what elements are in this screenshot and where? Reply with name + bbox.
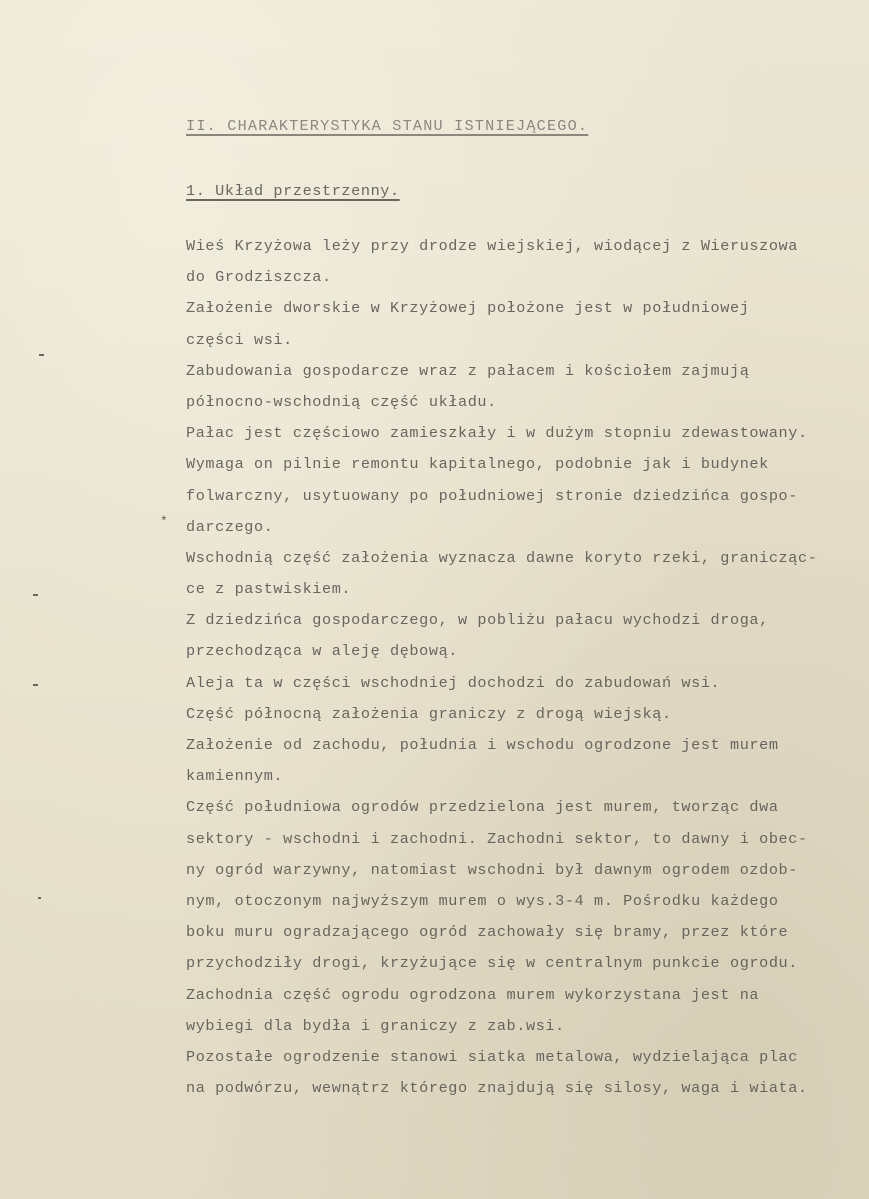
text-line: boku muru ogradzającego ogród zachowały się bramy, przez które <box>186 923 789 942</box>
text-line: przechodząca w aleję dębową. <box>186 642 458 661</box>
text-line: do Grodziszcza. <box>186 268 332 287</box>
margin-tick <box>33 684 38 686</box>
text-line: Pozostałe ogrodzenie stanowi siatka metalowa, wydzielająca plac <box>186 1047 798 1066</box>
body-text <box>186 231 862 1104</box>
text-line: Pałac jest częściowo zamieszkały i w dużym stopniu zdewastowany. <box>186 424 808 443</box>
text-line: przychodziły drogi, krzyżujące się w centralnym punkcie ogrodu. <box>186 954 798 973</box>
text-line: folwarczny, usytuowany po południowej stronie dziedzińca gospo- <box>186 486 798 505</box>
text-line: Założenie od zachodu, południa i wschodu ogrodzone jest murem <box>186 736 779 754</box>
margin-tick <box>33 594 38 596</box>
text-line: Część północną założenia graniczy z drogą wiejską. <box>186 704 672 723</box>
margin-tick <box>39 354 44 356</box>
text-line: Wymaga on pilnie remontu kapitalnego, podobnie jak i budynek <box>186 455 769 474</box>
text-line: darczego. <box>186 517 274 536</box>
text-line: Z dziedzińca gospodarczego, w pobliżu pałacu wychodzi droga, <box>186 611 769 630</box>
text-line: Aleja ta w części wschodniej dochodzi do zabudowań wsi. <box>186 673 721 692</box>
text-line: na podwórzu, wewnątrz którego znajdują się silosy, waga i wiata. <box>186 1079 808 1098</box>
text-line: kamiennym. <box>186 767 284 786</box>
text-line: części wsi. <box>186 330 293 349</box>
text-line: Zabudowania gospodarcze wraz z pałacem i kościołem zajmują <box>186 361 750 380</box>
text-line: północno-wschodnią część układu. <box>186 392 497 411</box>
text-line: Wschodnią część założenia wyznacza dawne koryto rzeki, granicząc- <box>186 548 818 567</box>
text-line: ce z pastwiskiem. <box>186 580 352 599</box>
text-line: sektory - wschodni i zachodni. Zachodni sektor, to dawny i obec- <box>186 829 808 848</box>
section-heading: II. CHARAKTERYSTYKA STANU ISTNIEJĄCEGO. <box>186 117 589 135</box>
text-line: Zachodnia część ogrodu ogrodzona murem wykorzystana jest na <box>186 985 760 1004</box>
text-line: Wieś Krzyżowa leży przy drodze wiejskiej, wiodącej z Wieruszowa <box>186 237 798 255</box>
margin-asterisk: * <box>160 514 168 529</box>
text-line: nym, otoczonym najwyższym murem o wys.3-4 m. Pośrodku każdego <box>186 891 779 910</box>
margin-tick <box>38 897 41 899</box>
text-line: ny ogród warzywny, natomiast wschodni był dawnym ogrodem ozdob- <box>186 860 798 879</box>
subsection-heading: 1. Układ przestrzenny. <box>186 182 400 200</box>
text-line: wybiegi dla bydła i graniczy z zab.wsi. <box>186 1016 565 1035</box>
text-line: Założenie dworskie w Krzyżowej położone jest w południowej <box>186 299 750 318</box>
text-line: Część południowa ogrodów przedzielona jest murem, tworząc dwa <box>186 798 779 817</box>
